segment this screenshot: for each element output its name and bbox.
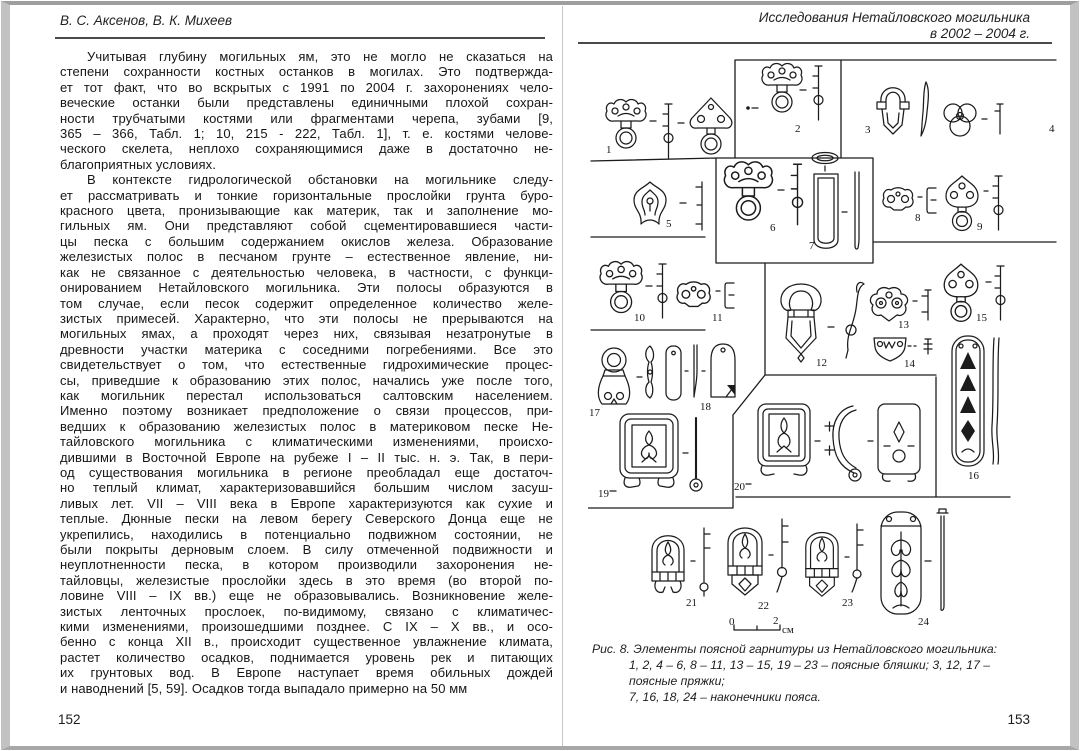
text-line: красного цвета, пронизывающие как материк, так и заполнение мо- (60, 203, 553, 219)
artifact-8 (883, 188, 936, 224)
figure-item-label: 1 (606, 144, 612, 156)
text-line: ливых лет. VII – VIII века в Европе характеризуются как сухие и (60, 495, 553, 511)
artifact-1 (606, 98, 732, 158)
artifact-11 (677, 282, 734, 324)
figure-item-label: 4 (1049, 123, 1055, 135)
text-line: тайловского могильника с климатическими изменениями, происхо- (60, 434, 553, 450)
text-line: зистых ленточных прослоек, по-видимому, связано с климатичес- (60, 603, 553, 619)
figure-caption-line2: 1, 2, 4 – 6, 8 – 11, 13 – 15, 19 – 23 – поясные бляшки; 3, 12, 17 – поясные пряжки; (629, 658, 991, 688)
artifact-19 (598, 414, 702, 500)
text-line: сы, приведшие к образованию этих полос, начались уже после того, (60, 372, 553, 388)
text-line: гильных ям. Они представляют собой сцементировавшиеся части- (60, 218, 553, 234)
text-line: ческого скелета, неплохо сохраняющимися даже в достаточно не- (60, 141, 553, 157)
figure-item-label: 11 (712, 312, 723, 324)
text-line: неуплотненности песка, в котором производили захоронения не- (60, 557, 553, 573)
scale-value-label: 2 (773, 615, 779, 627)
figure-item-label: 17 (589, 407, 600, 419)
text-line: теплые. Дюнные пески на левом берегу Северского Донца еще не (60, 511, 553, 527)
text-line: цы песка с большим содержанием окислов железа. Образование (60, 233, 553, 249)
figure-8-plate (588, 50, 1060, 638)
figure-item-label: 9 (977, 221, 983, 233)
artifact-3 (865, 82, 928, 136)
right-header-rule (578, 42, 1052, 44)
text-line: том случае, если песок содержит определенное количество желе- (60, 295, 553, 311)
left-page-body (60, 49, 553, 696)
figure-item-label: 19 (598, 488, 609, 500)
figure-item-label: 21 (686, 597, 697, 609)
right-page-number: 153 (1007, 712, 1030, 727)
text-line: ловине VIII – IX вв.) еще не образовывались. Возникновение желе- (60, 588, 553, 604)
artifact-2 (746, 64, 823, 135)
figure-item-label: 22 (758, 600, 769, 612)
figure-caption-title: Элементы поясной гарнитуры из Нетайловского могильника: (633, 642, 997, 656)
artifact-7 (809, 153, 859, 253)
text-line: кими изменениями, произошедшими позднее. С IX – X вв., и осо- (60, 619, 553, 635)
text-line: од существования могильника в регионе преобладал еще достаточ- (60, 464, 553, 480)
figure-item-label: 16 (968, 470, 979, 482)
text-line: ет тот факт, что во вскрытых с 1991 по 2004 г. захоронениях чело- (60, 79, 553, 95)
text-line: зистых примесей. Характерно, что эти полосы не прерываются на (60, 310, 553, 326)
text-line: ведших к образованию железистых полос в материковом песке Не- (60, 418, 553, 434)
figure-item-label: 2 (795, 123, 801, 135)
artifact-20 (734, 404, 920, 493)
text-line: Именно поэтому возникает предположение о связи процессов, при- (60, 403, 553, 419)
artifact-12 (781, 282, 864, 369)
artifact-21 (652, 528, 710, 609)
artifact-24 (881, 509, 948, 628)
figure-item-label: 7 (809, 240, 815, 252)
artifact-5 (634, 182, 702, 230)
figure-item-label: 13 (898, 319, 909, 331)
figure-item-label: 20 (734, 481, 745, 493)
figure-caption-label: Рис. 8. (592, 642, 630, 656)
text-line: свидетельствует о том, что естественные гидрохимические процес- (60, 357, 553, 373)
figure-item-label: 8 (915, 212, 921, 224)
artifact-4 (944, 104, 1055, 136)
figure-item-label: 12 (816, 357, 827, 369)
figure-item-label: 3 (865, 124, 871, 136)
text-line: степени сохранности костных останков в могилах. Это подтвержда- (60, 64, 553, 80)
figure-panel-borders (588, 60, 1056, 508)
text-line: ет рассматривать и тонкие горизонтальные прослойки грунта буро- (60, 187, 553, 203)
text-line: В контексте гидрологической обстановки на могильнике следу- (87, 172, 553, 188)
text-line: ности трубчатыми костями или фрагментами черепа, зубами [9, (60, 110, 553, 126)
right-running-head-line2: в 2002 – 2004 г. (929, 25, 1030, 41)
text-line: благоприятных условиях. (60, 156, 216, 172)
text-line: их грунтовых вод. В Европе наступает время обильных дождей (60, 665, 553, 681)
figure-caption-line3: 7, 16, 18, 24 – наконечники пояса. (629, 690, 821, 704)
scale-unit-label: см (782, 624, 794, 636)
text-line: как не связанное с деятельностью человека, в частности, с функци- (60, 264, 553, 280)
text-line: были покрыты дерновым слоем. В силу отмеченной подвижности и (60, 542, 553, 557)
scale-zero-label: 0 (729, 616, 735, 628)
text-line: как могильник перестал использоваться салтовским населением. (60, 387, 553, 403)
artifact-17 (589, 348, 642, 419)
text-line: древности участки материка с соседними погребениями. Все это (60, 341, 553, 357)
text-line: тайловцы, железистые прослойки здесь в это время (во второй по- (60, 572, 553, 588)
figure-item-label: 18 (700, 401, 711, 413)
artifact-15 (944, 264, 1005, 324)
figure-item-label: 15 (976, 312, 987, 324)
text-line: могильных ямах, а проходят через них, связывая незатронутые в (60, 326, 553, 342)
figure-item-label: 6 (770, 222, 776, 234)
text-line: растет количество осадков, поднимается уровень рек и питающих (60, 649, 553, 665)
artifact-13 (870, 288, 931, 331)
left-page-number: 152 (58, 712, 81, 727)
left-header-rule (55, 37, 545, 39)
text-line: онированием Нетайловского могильника. Эти полосы образуются в (60, 280, 553, 296)
left-running-head: В. С. Аксенов, В. К. Михеев (60, 13, 233, 28)
right-running-head (700, 10, 1030, 41)
right-running-head-line1: Исследования Нетайловского могильника (758, 10, 1030, 25)
artifact-16 (952, 336, 999, 482)
text-line: дившими в Восточной Европе на рубеже I – II тыс. н. э. Так, в пери- (60, 449, 553, 465)
text-line: укрепились, находились в потенциально подвижном состоянии, не (60, 526, 553, 542)
figure-caption (592, 641, 1037, 705)
figure-item-label: 23 (842, 597, 853, 609)
text-line: железистых полос в песчаном грунте – естественное явление, ни- (60, 249, 553, 265)
text-line: и наводнений [5, 59]. Осадков тогда выпадало примерно на 50 мм (60, 680, 468, 696)
text-line: веческие останки были представлены единичными плохой сохран- (60, 95, 553, 111)
figure-item-label: 24 (918, 616, 929, 628)
text-line: 365 – 366, Табл. 1; 10, 215 - 222, Табл. 1], т. е. костями челове- (60, 126, 553, 142)
artifact-6 (724, 162, 802, 234)
text-line: Учитывая глубину могильных ям, это не могло не сказаться на (87, 49, 553, 64)
artifact-18 (646, 344, 735, 413)
figure-item-label: 5 (666, 218, 672, 230)
text-line: бенно с конца XII в., происходит существенное увлажнение климата, (60, 634, 553, 650)
figure-scale-bar (729, 615, 794, 636)
artifact-23 (806, 524, 863, 609)
page-gutter-line (562, 6, 563, 746)
figure-item-label: 10 (634, 312, 645, 324)
artifact-14 (874, 338, 932, 370)
artifact-22 (728, 519, 788, 612)
text-line: но теплый климат, характеризовавшийся большим числом засуш- (60, 480, 553, 496)
artifact-9 (946, 176, 1003, 233)
figure-caption-line1 (592, 641, 1037, 657)
artifact-10 (600, 262, 667, 324)
figure-item-label: 14 (904, 358, 915, 370)
